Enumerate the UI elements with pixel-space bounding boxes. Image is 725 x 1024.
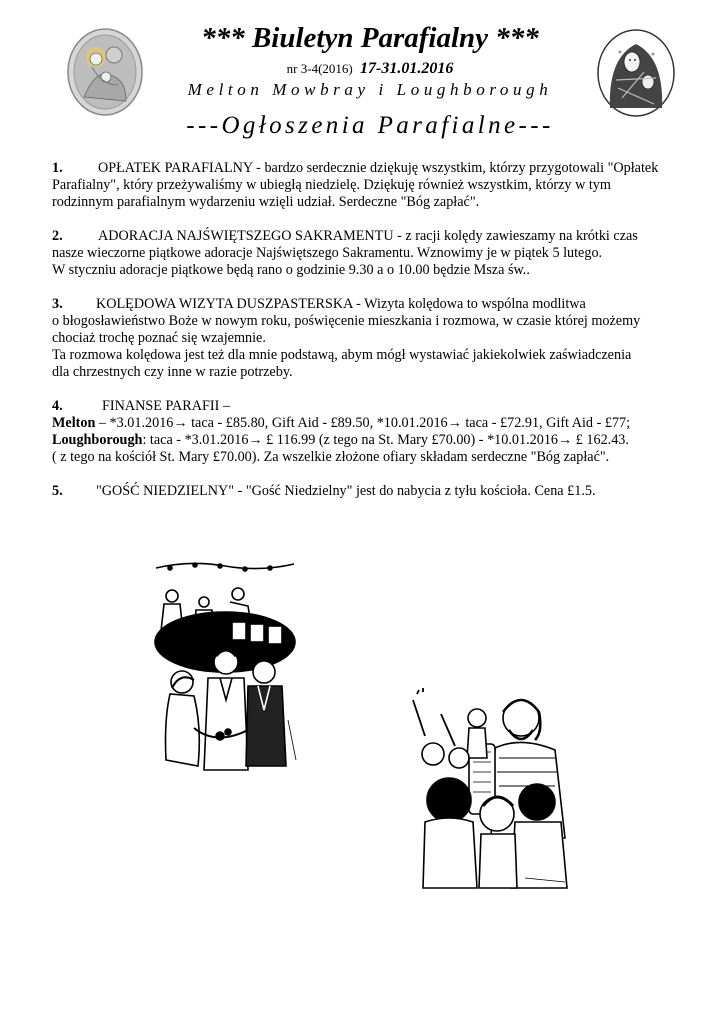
item-text: rodzinnym parafialnym wydarzeniu wzięli udział. Serdeczne "Bóg zapłać".: [52, 194, 480, 210]
melton-label: Melton: [52, 415, 96, 431]
item-title: FINANSE PARAFII –: [102, 398, 230, 414]
announcement-1: [52, 160, 692, 211]
item-number: 4.: [52, 398, 63, 414]
loughborough-finances: : taca - *3.01.2016→ £ 116.99 (z tego na St. Mary £70.00) - *10.01.2016→ £ 162.43.: [142, 432, 629, 448]
wedding-scene-illustration: [150, 560, 300, 782]
issue-dates: 17-31.01.2016: [360, 60, 454, 77]
loughborough-label: Loughborough: [52, 432, 143, 448]
item-text: W styczniu adoracje piątkowe będą rano o godzinie 9.30 a o 10.00 będzie Msza św..: [52, 262, 530, 278]
issue-line: [150, 60, 590, 78]
parish-towns: Melton Mowbray i Loughborough: [187, 80, 553, 99]
section-heading: ---Ogłoszenia Parafialne---: [186, 112, 554, 139]
issue-number: nr 3-4(2016): [286, 61, 353, 76]
announcement-5: [52, 483, 692, 500]
item-text: chociaż trochę poznać się wzajemnie.: [52, 330, 266, 346]
item-text: KOLĘDOWA WIZYTA DUSZPASTERSKA - Wizyta kolędowa to wspólna modlitwa: [96, 296, 586, 312]
item-text: nasze wieczorne piątkowe adoracje Najświętszego Sakramentu. Wznowimy je w piątek 5 lutego.: [52, 245, 603, 261]
jesus-with-children-illustration: [405, 688, 575, 898]
item-number: 2.: [52, 228, 63, 244]
holy-family-medallion-icon: [66, 27, 144, 117]
item-number: 5.: [52, 483, 63, 499]
item-text: Parafialny", który przeżywaliśmy w ubiegłą niedzielę. Dziękuję również wszystkim, którzy w tym: [52, 177, 611, 193]
announcement-4: [52, 398, 692, 466]
item-text: ADORACJA NAJŚWIĘTSZEGO SAKRAMENTU - z racji kolędy zawieszamy na krótki czas: [98, 228, 638, 244]
announcement-3: [52, 296, 692, 381]
item-text: OPŁATEK PARAFIALNY - bardzo serdecznie dziękuję wszystkim, którzy przygotowali "Opłatek: [98, 160, 659, 176]
item-number: 3.: [52, 296, 63, 312]
item-text: o błogosławieństwo Boże w nowym roku, poświęcenie mieszkania i rozmowa, w czasie której możemy: [52, 313, 641, 329]
finances-closing: ( z tego na kościół St. Mary £70.00). Za wszelkie złożone ofiary składam serdeczne "Bóg zapłać".: [52, 449, 610, 465]
item-text: Ta rozmowa kolędowa jest też dla mnie podstawą, abym mógł wystawiać jakiekolwiek zaświadczenia: [52, 347, 632, 363]
item-number: 1.: [52, 160, 63, 176]
bulletin-title: *** Biuletyn Parafialny ***: [201, 22, 539, 54]
madonna-icon: [596, 28, 676, 118]
item-text: "GOŚĆ NIEDZIELNY" - "Gość Niedzielny" jest do nabycia z tyłu kościoła. Cena £1.5.: [96, 483, 596, 499]
melton-finances: – *3.01.2016→ taca - £85.80, Gift Aid - £89.50, *10.01.2016→ taca - £72.91, Gift Aid - £77;: [95, 415, 631, 431]
announcements: [52, 160, 692, 517]
announcement-2: [52, 228, 692, 279]
item-text: dla chrzestnych czy inne w razie potrzeby.: [52, 364, 293, 380]
